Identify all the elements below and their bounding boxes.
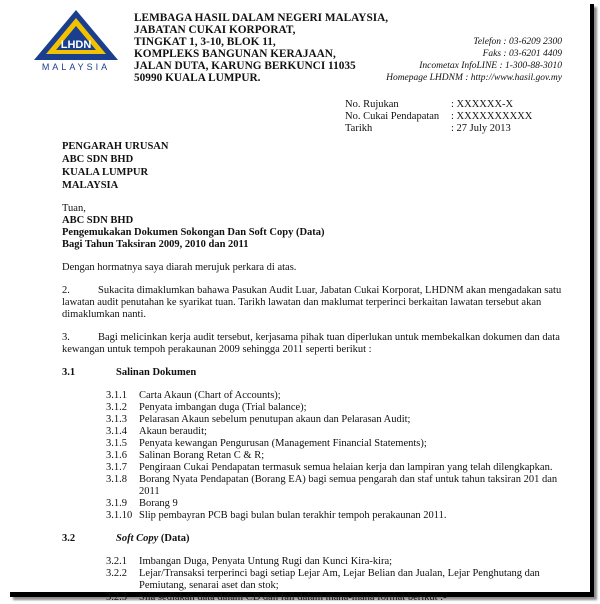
list-item (106, 556, 572, 568)
item-text: Penyata kewangan Pengurusan (Management Financial Statements); (139, 438, 427, 449)
contact-info (386, 36, 562, 84)
section-3-2-heading (62, 533, 572, 545)
item-text: Salinan Borang Retan C & R; (139, 450, 265, 461)
lhdn-emblem-icon (28, 8, 124, 62)
ref-key: Tarikh (345, 123, 373, 134)
ref-value: : XXXXXXXXXX (451, 111, 533, 122)
opening-sentence: Dengan hormatnya saya diarah merujuk perkara di atas. (62, 262, 297, 273)
lhdn-logo (28, 8, 124, 78)
paragraph-text: Sukacita dimaklumkan bahawa Pasukan Audit Luar, Jabatan Cukai Korporat, LHDNM akan mengadakan satu lawatan audit penutahan ke syarikat tuan. Tarikh lawatan dan maklumat terperinci berkaitan lawatan tersebut akan dimaklumkan nanti. (62, 285, 562, 320)
list-item (106, 498, 572, 510)
recipient-line: KUALA LUMPUR (62, 167, 149, 178)
list-item (106, 426, 572, 438)
ref-value: : 27 July 2013 (451, 123, 511, 134)
homepage: Homepage LHDNM : http://www.hasil.gov.my (386, 73, 562, 83)
item-number: 3.1.10 (106, 510, 133, 521)
ref-row (345, 111, 532, 123)
org-line: LEMBAGA HASIL DALAM NEGERI MALAYSIA, (134, 12, 389, 24)
ref-key: No. Cukai Pendapatan (345, 111, 440, 122)
reference-block (345, 99, 532, 135)
organization-address (134, 12, 388, 84)
ref-key: No. Rujukan (345, 99, 399, 110)
recipient-address (62, 140, 168, 192)
item-text: Slip pembayran PCB bagi bulan bulan terakhir tempoh perakaunan 2011. (139, 510, 447, 521)
item-text: Pelarasan Akaun sebelum penutupan akaun dan Pelarasan Audit; (139, 414, 411, 425)
ref-row (345, 99, 532, 111)
section-number: 3.2 (62, 533, 76, 544)
item-text: Akaun beraudit; (139, 426, 207, 437)
item-text: Lejar/Transaksi terperinci bagi setiap Lejar Am, Lejar Belian dan Jualan, Lejar Penghutang dan Pemiutang, senarai aset dan stok; (139, 568, 540, 591)
item-text: Imbangan Duga, Penyata Untung Rugi dan Kunci Kira-kira; (139, 556, 393, 567)
section-title-italic: Soft Copy (116, 533, 159, 544)
salutation: Tuan, (62, 203, 86, 214)
section-title (116, 533, 190, 545)
logo-caption: MALAYSIA (41, 62, 111, 72)
section-number: 3.1 (62, 367, 76, 378)
paragraph-number: 2. (62, 285, 70, 296)
item-number: 3.1.1 (106, 390, 127, 401)
item-number: 3.1.3 (106, 414, 127, 425)
org-line: JALAN DUTA, KARUNG BERKUNCI 11035 (134, 60, 356, 72)
paragraph-number: 3. (62, 332, 70, 343)
list-item (106, 568, 572, 592)
ref-row (345, 123, 532, 135)
org-line: 50990 KUALA LUMPUR. (134, 72, 261, 84)
item-text: Penyata imbangan duga (Trial balance); (139, 402, 307, 413)
item-number: 3.1.2 (106, 402, 127, 413)
item-number: 3.1.8 (106, 474, 127, 485)
item-number: 3.2.3 (106, 592, 127, 603)
section-3-1-heading (62, 367, 572, 379)
item-text: Carta Akaun (Chart of Accounts); (139, 390, 281, 401)
item-number: 3.2.1 (106, 556, 127, 567)
org-line: JABATAN CUKAI KORPORAT, (134, 24, 296, 36)
letter-body (62, 203, 572, 604)
section-title-rest: (Data) (158, 533, 190, 544)
paragraph-2 (62, 285, 572, 321)
item-text: Borang Nyata Pendapatan (Borang EA) bagi semua pengarah dan staf untuk tahun taksiran 201 dan 2011 (139, 474, 558, 497)
paragraph-text: Bagi melicinkan kerja audit tersebut, kerjasama pihak tuan diperlukan untuk membekalkan dokumen dan data kewangan untuk tempoh perakaunan 2009 sehingga 2011 seperti berikut : (62, 332, 560, 355)
list-item (106, 510, 572, 522)
list-item (106, 414, 572, 426)
item-number: 3.2.2 (106, 568, 127, 579)
list-item (106, 438, 572, 450)
item-number: 3.1.4 (106, 426, 127, 437)
item-text: Sila sediakan data dalam CD dan fail dalam mana-mana format berikut :- (139, 592, 447, 603)
subject-line: Pengemukakan Dokumen Sokongan Dan Soft Copy (Data) (62, 227, 325, 238)
letter-page (10, 4, 594, 603)
ref-value: : XXXXXX-X (451, 99, 514, 110)
list-item (106, 402, 572, 414)
list-item (106, 390, 572, 402)
section-title: Salinan Dokumen (116, 367, 197, 378)
recipient-line: MALAYSIA (62, 180, 119, 191)
list-item (106, 462, 572, 474)
list-item (106, 450, 572, 462)
phone: Telefon : 03-6209 2300 (473, 37, 562, 47)
recipient-line: PENGARAH URUSAN (62, 141, 169, 152)
item-text: Borang 9 (139, 498, 178, 509)
subject-line: Bagi Tahun Taksiran 2009, 2010 dan 2011 (62, 239, 249, 250)
recipient-line: ABC SDN BHD (62, 154, 134, 165)
item-number: 3.1.5 (106, 438, 127, 449)
infoline: Incometax InfoLINE : 1-300-88-3010 (419, 61, 562, 71)
logo-mark-text: LHDN (60, 39, 92, 51)
item-number: 3.1.7 (106, 462, 127, 473)
org-line: KOMPLEKS BANGUNAN KERAJAAN, (134, 48, 336, 60)
list-item (106, 592, 572, 604)
fax: Faks : 03-6201 4409 (482, 49, 562, 59)
item-number: 3.1.6 (106, 450, 127, 461)
list-item (106, 474, 572, 498)
subject-line: ABC SDN BHD (62, 215, 134, 226)
item-number: 3.1.9 (106, 498, 127, 509)
item-text: Pengiraan Cukai Pendapatan termasuk semua helaian kerja dan lampiran yang telah dilengkapkan. (139, 462, 553, 473)
paragraph-3 (62, 332, 572, 356)
org-line: TINGKAT 1, 3-10, BLOK 11, (134, 36, 276, 48)
